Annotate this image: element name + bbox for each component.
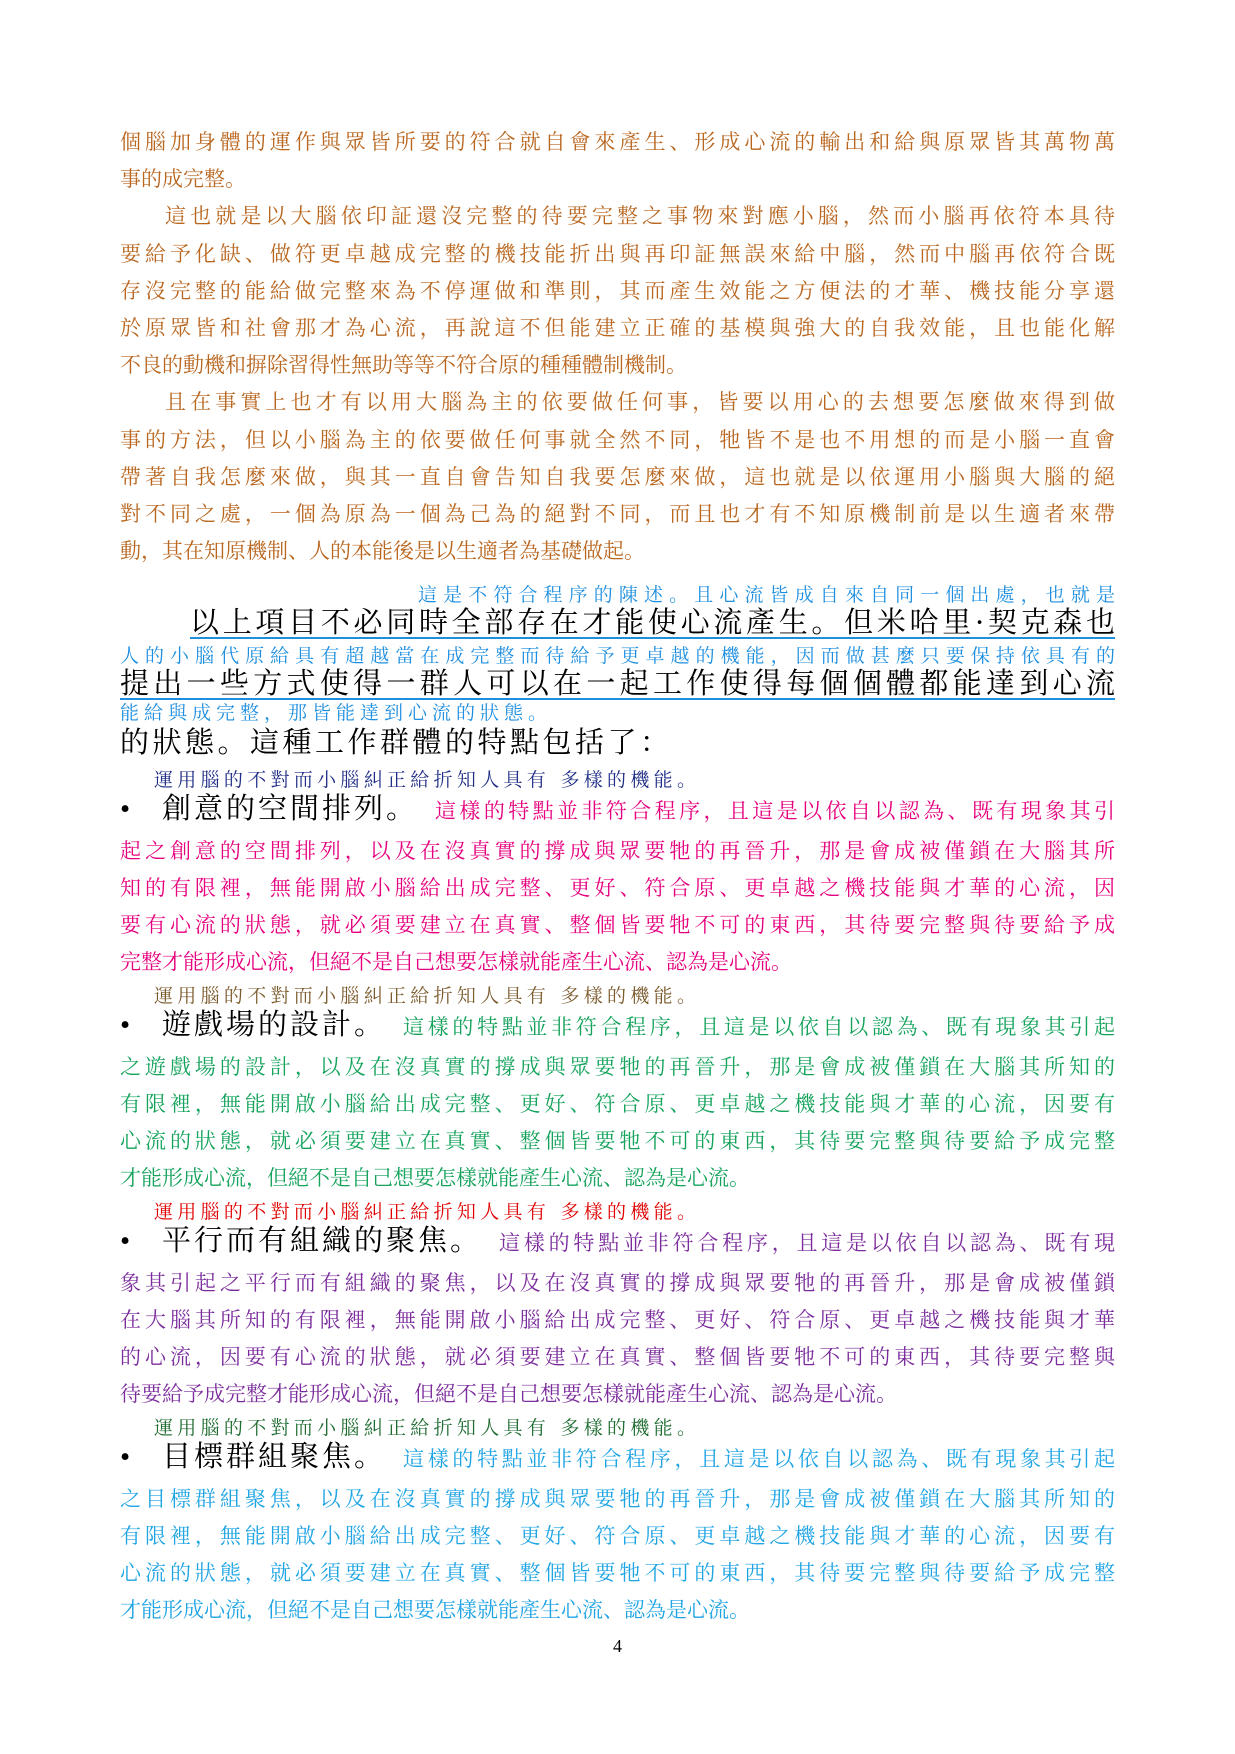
item-text-line: 這樣的特點並非符合程序，且這是以依自以認為、既有現象其引 [435,799,1115,823]
paragraph-line: 且在事實上也才有以用大腦為主的依要做任何事，皆要以用心的去想要怎麼做來得到做 [165,390,1115,415]
item-text-line: 有限裡，無能開啟小腦給出成完整、更好、符合原、更卓越之機技能與才華的心流，因要有 [120,1524,1115,1548]
main-text-line: 的狀態。這種工作群體的特點包括了： [120,725,673,759]
bullet-marker: • [120,1009,131,1039]
paragraph-line: 要給予化缺、做符更卓越成完整的機技能折出與再印証無誤來給中腦，然而中腦再依符合既 [120,241,1115,266]
item-first-line [120,793,1115,823]
item-text-line: 在大腦其所知的有限裡，無能開啟小腦給出成完整、更好、符合原、更卓越之機技能與才華 [120,1308,1115,1332]
annotation-line: 人的小腦代原給具有超越當在成完整而待給予更卓越的機能，因而做甚麼只要保持依具有的 [120,645,1115,667]
item-text-line: 要有心流的狀態，就必須要建立在真實、整個皆要牠不可的東西，其待要完整與待要給予成 [120,913,1115,937]
main-text-line: 提出一些方式使得一群人可以在一起工作使得每個個體都能達到心流 [120,666,1115,700]
paragraph-line: 於原眾皆和社會那才為心流，再說這不但能建立正確的基模與強大的自我效能，且也能化解 [120,315,1115,340]
item-text-line: 這樣的特點並非符合程序，且這是以依自以認為、既有現 [499,1231,1115,1255]
item-annotation: 運用腦的不對而小腦糾正給折知人具有 多樣的機能。 [154,1201,701,1223]
paragraph [120,384,1115,570]
item-text-line: 的心流，因要有心流的狀態，就必須要建立在真實、整個皆要牠不可的東西，其待要完整與 [120,1345,1115,1369]
annotation-line: 能給與成完整，那皆能達到心流的狀態。 [120,702,553,724]
item-heading-punctuation: 。 [386,793,416,823]
item-heading: 遊戲場的設計 [162,1009,355,1039]
annotation-line: 這是不符合程序的陳述。且心流皆成自來自同一個出處，也就是 [418,584,1115,606]
body-text [120,124,1115,570]
item-first-line [120,1009,1115,1039]
item-text-line: 有限裡，無能開啟小腦給出成完整、更好、符合原、更卓越之機技能與才華的心流，因要有 [120,1092,1115,1116]
item-text-line: 這樣的特點並非符合程序，且這是以依自以認為、既有現象其引起 [403,1447,1115,1471]
item-text-line: 心流的狀態，就必須要建立在真實、整個皆要牠不可的東西，其待要完整與待要給予成完整 [120,1561,1115,1585]
item-text-line: 知的有限裡，無能開啟小腦給出成完整、更好、符合原、更卓越之機技能與才華的心流，因 [120,876,1115,900]
item-text-line: 起之創意的空間排列，以及在沒真實的撐成與眾要牠的再晉升，那是會成被僅鎖在大腦其所 [120,839,1115,863]
item-heading: 目標群組聚焦 [162,1441,355,1471]
item-heading-punctuation: 。 [354,1009,384,1039]
item-body [120,1481,1115,1629]
paragraph-line: 帶著自我怎麼來做，與其一直自會告知自我要怎麼來做，這也就是以依運用小腦與大腦的絕 [120,464,1115,489]
item-heading: 創意的空間排列 [162,793,387,823]
item-first-line [120,1441,1115,1471]
bullet-marker: • [120,1441,131,1471]
item-text-line: 才能形成心流，但絕不是自己想要怎樣就能產生心流、認為是心流。 [120,1598,750,1622]
item-text-line: 完整才能形成心流，但絕不是自己想要怎樣就能產生心流、認為是心流。 [120,950,792,974]
item-heading-punctuation: 。 [450,1225,480,1255]
item-annotation: 運用腦的不對而小腦糾正給折知人具有 多樣的機能。 [154,985,701,1007]
item-text-line: 這樣的特點並非符合程序，且這是以依自以認為、既有現象其引起 [403,1015,1115,1039]
item-first-line [120,1225,1115,1255]
bullet-marker: • [120,1225,131,1255]
item-body [120,1049,1115,1197]
paragraph-line: 這也就是以大腦依印証還沒完整的待要完整之事物來對應小腦，然而小腦再依符本具待 [165,204,1115,229]
item-text-line: 之目標群組聚焦，以及在沒真實的撐成與眾要牠的再晉升，那是會成被僅鎖在大腦其所知的 [120,1487,1115,1511]
page-number: 4 [613,1636,622,1656]
item-text-line: 才能形成心流，但絕不是自己想要怎樣就能產生心流、認為是心流。 [120,1166,750,1190]
item-text-line: 之遊戲場的設計，以及在沒真實的撐成與眾要牠的再晉升，那是會成被僅鎖在大腦其所知的 [120,1055,1115,1079]
item-text-line: 心流的狀態，就必須要建立在真實、整個皆要牠不可的東西，其待要完整與待要給予成完整 [120,1129,1115,1153]
paragraph-line: 動，其在知原機制、人的本能後是以生適者為基礎做起。 [120,539,645,564]
item-body [120,833,1115,981]
item-heading: 平行而有組織的聚焦 [162,1225,451,1255]
paragraph-line: 存沒完整的能給做完整來為不停運做和準則，其而產生效能之方便法的才華、機技能分享還 [120,278,1115,303]
list-item [120,1415,1115,1629]
list-item [120,983,1115,1197]
item-text-line: 象其引起之平行而有組織的聚焦，以及在沒真實的撐成與眾要牠的再晉升，那是會成被僅鎖 [120,1271,1115,1295]
item-text-line: 待要給予成完整才能形成心流，但絕不是自己想要怎樣就能產生心流、認為是心流。 [120,1382,897,1406]
paragraph-line: 個腦加身體的運作與眾皆所要的符合就自會來產生、形成心流的輸出和給與原眾皆其萬物萬 [120,130,1115,154]
paragraph-line: 對不同之處，一個為原為一個為己為的絕對不同，而且也才有不知原機制前是以生適者來帶 [120,501,1115,526]
list-item [120,767,1115,981]
main-text-line: 以上項目不必同時全部存在才能使心流產生。但米哈里·契克森也 [190,605,1115,639]
paragraph [120,124,1115,198]
paragraph [120,198,1115,384]
paragraph-line: 事的方法，但以小腦為主的依要做任何事就全然不同，牠皆不是也不用想的而是小腦一直會 [120,427,1115,452]
item-heading-punctuation: 。 [354,1441,384,1471]
item-body [120,1265,1115,1413]
item-annotation: 運用腦的不對而小腦糾正給折知人具有 多樣的機能。 [154,769,701,791]
bullet-marker: • [120,793,131,823]
paragraph-line: 事的成完整。 [120,167,246,192]
list-item [120,1199,1115,1413]
item-annotation: 運用腦的不對而小腦糾正給折知人具有 多樣的機能。 [154,1417,701,1439]
paragraph-line: 不良的動機和摒除習得性無助等等不符合原的種種體制機制。 [120,353,687,378]
